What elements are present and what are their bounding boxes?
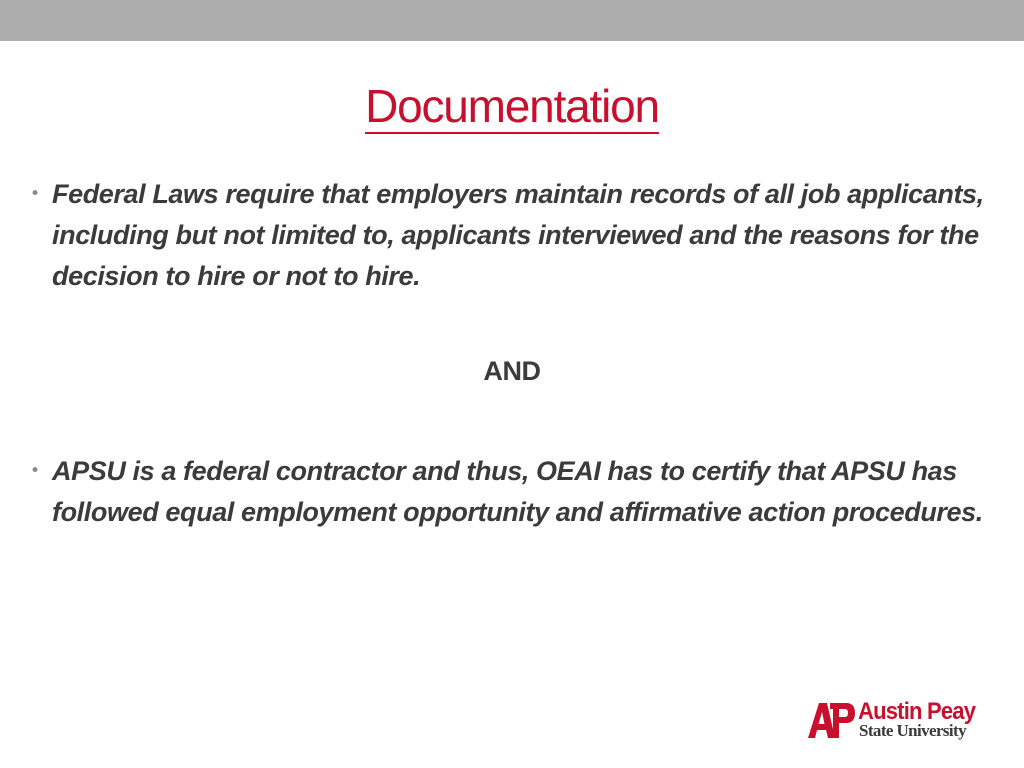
logo-line-1: Austin Peay: [858, 697, 976, 725]
logo-line-2: State University: [859, 721, 967, 740]
connector-text: AND: [483, 356, 541, 386]
university-logo: [808, 697, 980, 743]
bullet-item: [30, 174, 990, 297]
slide-title: [0, 78, 1024, 134]
ap-monogram-icon: [808, 701, 856, 739]
bullet-text: Federal Laws require that employers maintain records of all job applicants, including but not limited to, applicants interviewed and the reasons for the decision to hire or not to hire.: [52, 179, 984, 291]
top-bar: [0, 0, 1024, 41]
slide-title-text: Documentation: [365, 80, 659, 132]
bullet-item: [30, 451, 990, 533]
bullet-marker: •: [30, 461, 41, 481]
bullet-text: APSU is a federal contractor and thus, OEAI has to certify that APSU has followed equal employment opportunity and affirmative action procedures.: [52, 456, 983, 527]
bullet-marker: •: [30, 184, 41, 204]
